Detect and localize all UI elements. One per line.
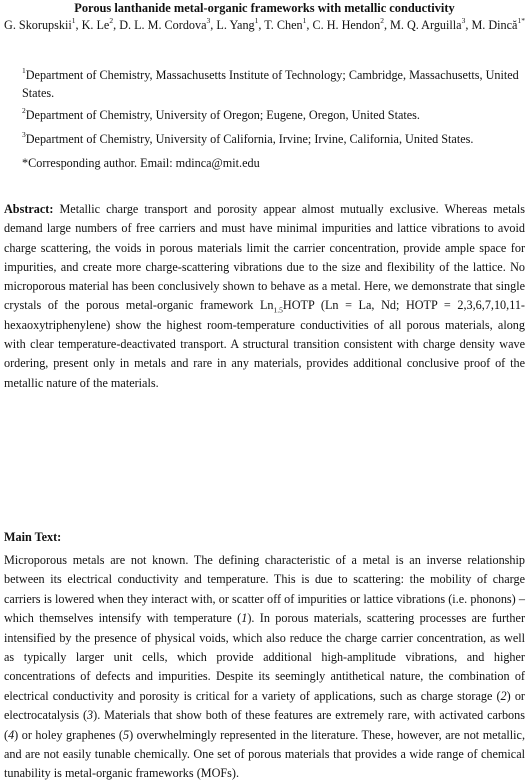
reference-number: 1: [241, 611, 248, 626]
author-name: T. Chen: [264, 18, 303, 32]
author-affiliation-mark: 2: [109, 15, 114, 25]
author-affiliation-mark: 1*: [517, 15, 525, 25]
author-name: G. Skorupskii: [4, 18, 72, 32]
abstract-label: Abstract:: [4, 202, 54, 216]
main-text-heading: Main Text:: [4, 530, 62, 544]
author-affiliation-mark: 1: [71, 15, 76, 25]
author-name: C. H. Hendon: [312, 18, 381, 32]
affiliation-text: Department of Chemistry, Massachusetts Institute of Technology; Cambridge, Massachusetts, United States.: [22, 68, 519, 100]
formula-subscript: 1.5: [273, 305, 283, 315]
author-name: M. Q. Arguilla: [390, 18, 462, 32]
author-affiliation-mark: 1: [254, 15, 259, 25]
author-name: D. L. M. Cordova: [119, 18, 207, 32]
corresponding-author: *Corresponding author. Email: mdinca@mit.edu: [22, 156, 260, 170]
author-name: L. Yang: [216, 18, 255, 32]
reference-number: 5: [123, 727, 130, 742]
affiliation-number: 2: [22, 105, 26, 115]
affiliation-1: [22, 66, 529, 102]
affiliation-text: Department of Chemistry, University of California, Irvine; Irvine, California, United States.: [25, 132, 474, 146]
author-affiliation-mark: 3: [206, 15, 211, 25]
author-name: K. Le: [81, 18, 110, 32]
affiliation-number: 3: [22, 129, 26, 139]
affiliation-3: [22, 130, 529, 148]
abstract-text: Metallic charge transport and porosity appear almost mutually exclusive. Whereas metals demand large numbers of free carriers and must have minimal impurities and lattice vibrations to avoid charge scattering, the voids in porous materials limit the carrier concentration, provide ample space for impurities, and create more charge-scattering vibrations due to the size and flexibility of the lattice. No microporous material has been conclusively shown to behave as a metal. Here, we demonstrate that single crystals of the porous metal-organic framework Ln: [4, 202, 525, 313]
author-list: G. Skorupskii$^1$, K. Le$^2$, D. L. M. Cordova$^3$, L. Yang$^1$, T. Chen$^1$, C. H. Hendon$^2$, M. Q. Arguilla$^3$, M. Dincă$^{1*}$: [4, 15, 525, 32]
author-affiliation-mark: 1: [302, 15, 307, 25]
abstract: [4, 200, 525, 393]
author-affiliation-mark: 3: [461, 15, 466, 25]
abstract-text: HOTP (Ln = La, Nd; HOTP = 2,3,6,7,10,11-hexaoxytriphenylene) show the highest room-temperature conductivities of all porous materials, along with clear temperature-deactivated transport. A structural transition consistent with charge density wave ordering, present only in metals and rare in any materials, provides additional conclusive proof of the metallic nature of the materials.: [4, 298, 525, 390]
reference-number: 4: [8, 727, 15, 742]
reference-number: 3: [87, 708, 94, 723]
reference-number: 2: [500, 688, 507, 703]
author-name: M. Dincă: [471, 18, 518, 32]
paper-title: Porous lanthanide metal-organic frameworks with metallic conductivity: [74, 1, 455, 15]
affiliation-text: Department of Chemistry, University of Oregon; Eugene, Oregon, United States.: [25, 108, 420, 122]
author-affiliation-mark: 2: [380, 15, 384, 25]
affiliation-2: [22, 106, 529, 124]
affiliation-number: 1: [22, 65, 26, 75]
main-text-paragraph: Microporous metals are not known. The defining characteristic of a metal is an inverse relationship between its electrical conductivity and temperature. This is due to scattering: the mobility of charge carriers is lowered when they interact with, or scatter off of impurities or lattice vibrations (i.e. phonons) – which themselves intensify with temperature (1). In porous materials, scattering processes are further intensified by the presence of physical voids, which also reduce the charge carrier concentration, as well as typically larger unit cells, which provide additional high-amplitude vibrations, and higher concentrations of defects and impurities. Despite its seemingly antithetical nature, the combination of electrical conductivity and porosity is critical for a variety of applications, such as charge storage (2) or electrocatalysis (3). Materials that show both of these features are extremely rare, with activated carbons (4) or holey graphenes (5) overwhelmingly represented in the literature. These, however, are not metallic, and are not easily tunable chemically. One set of porous materials that provides a wide range of chemical tunability is metal-organic frameworks (MOFs).: [4, 553, 525, 781]
